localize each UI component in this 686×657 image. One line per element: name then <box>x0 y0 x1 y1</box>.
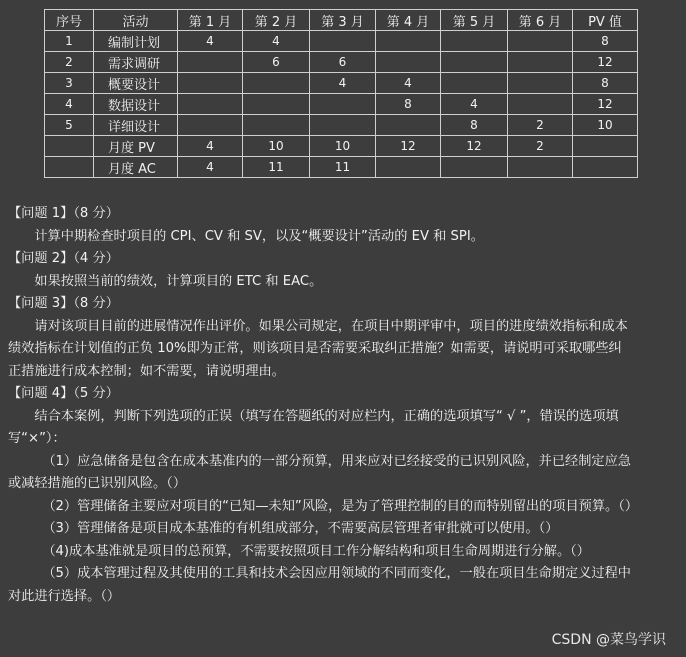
table-cell <box>178 115 243 136</box>
option-2: （2）管理储备主要应对项目的“已知—未知”风险，是为了管理控制的目的而特别留出的项目预算。（） <box>42 498 639 514</box>
table-row <box>45 136 638 157</box>
table-cell: 4 <box>178 157 243 178</box>
table-cell <box>178 94 243 115</box>
table-cell: 10 <box>310 136 376 157</box>
table-cell: 10 <box>243 136 310 157</box>
table-cell <box>376 31 441 52</box>
table-cell <box>508 52 573 73</box>
table-cell <box>310 115 376 136</box>
table-cell: 6 <box>310 52 376 73</box>
header-cell: 第 2 月 <box>243 10 310 31</box>
table-cell: 4 <box>45 94 94 115</box>
table-row <box>45 73 638 94</box>
q4-body: 结合本案例，判断下列选项的正误（填写在答题纸的对应栏内，正确的选项填写“ √ ”，错误的选项填写“×”）： <box>8 408 619 446</box>
table-cell: 4 <box>441 94 508 115</box>
table-cell <box>178 73 243 94</box>
header-cell: PV 值 <box>573 10 638 31</box>
table-cell: 月度 AC <box>94 157 178 178</box>
table-row <box>45 157 638 178</box>
table-cell: 4 <box>178 31 243 52</box>
table-row <box>45 115 638 136</box>
table-cell: 11 <box>243 157 310 178</box>
table-cell <box>178 52 243 73</box>
q3-body: 请对该项目目前的进展情况作出评价。如果公司规定，在项目中期评审中，项目的进度绩效指标和成本绩效指标在计划值的正负 10%即为正常，则该项目是否需要采取纠正措施？如需要，请说明可采取哪些纠正措施进行成本控制；如不需要，请说明理由。 <box>8 318 628 379</box>
table-header-row <box>45 10 638 31</box>
table-cell <box>243 94 310 115</box>
table-cell <box>573 136 638 157</box>
table-cell <box>508 73 573 94</box>
table-cell: 4 <box>376 73 441 94</box>
table-cell <box>45 136 94 157</box>
table-cell <box>376 115 441 136</box>
q3-title: 【问题 3】（8 分） <box>8 296 119 311</box>
table-cell: 概要设计 <box>94 73 178 94</box>
option-3: （3）管理储备是项目成本基准的有机组成部分，不需要高层管理者审批就可以使用。（） <box>42 521 559 536</box>
table-cell: 2 <box>508 115 573 136</box>
table-cell <box>441 31 508 52</box>
table-cell: 2 <box>508 136 573 157</box>
table-cell <box>573 157 638 178</box>
table-cell: 4 <box>243 31 310 52</box>
table-cell: 4 <box>178 136 243 157</box>
option-1: （1）应急储备是包含在成本基准内的一部分预算，用来应对已经接受的已识别风险，并已经制定应急或减轻措施的已识别风险。（） <box>8 453 631 491</box>
table-cell: 月度 PV <box>94 136 178 157</box>
schedule-table <box>44 9 638 178</box>
table-cell: 3 <box>45 73 94 94</box>
option-4: （4)成本基准就是项目的总预算，不需要按照项目工作分解结构和项目生命周期进行分解。（） <box>42 543 590 559</box>
header-cell: 第 5 月 <box>441 10 508 31</box>
table-cell: 12 <box>573 94 638 115</box>
table-cell: 12 <box>441 136 508 157</box>
table-cell <box>376 157 441 178</box>
table-cell <box>441 73 508 94</box>
table-cell <box>508 94 573 115</box>
header-cell: 第 3 月 <box>310 10 376 31</box>
table-cell: 1 <box>45 31 94 52</box>
header-cell: 第 1 月 <box>178 10 243 31</box>
table-cell: 编制计划 <box>94 31 178 52</box>
table-cell <box>45 157 94 178</box>
table-cell: 数据设计 <box>94 94 178 115</box>
option-5: （5）成本管理过程及其使用的工具和技术会因应用领域的不同而变化，一般在项目生命期定义过程中对此进行选择。（） <box>8 566 631 604</box>
q2-title: 【问题 2】（4 分） <box>8 251 119 266</box>
table-cell <box>243 115 310 136</box>
q1-body: 计算中期检查时项目的 CPI、CV 和 SV，以及“概要设计”活动的 EV 和 SPI。 <box>34 228 484 244</box>
header-cell: 第 6 月 <box>508 10 573 31</box>
table-cell <box>441 52 508 73</box>
header-cell: 第 4 月 <box>376 10 441 31</box>
table-body <box>45 31 638 178</box>
question-text <box>8 203 639 608</box>
table-cell: 10 <box>573 115 638 136</box>
table-cell: 需求调研 <box>94 52 178 73</box>
header-cell: 序号 <box>45 10 94 31</box>
q1-title: 【问题 1】（8 分） <box>8 206 119 221</box>
table-cell <box>310 94 376 115</box>
table-row <box>45 52 638 73</box>
table-cell: 11 <box>310 157 376 178</box>
table-cell: 8 <box>376 94 441 115</box>
table-cell <box>508 31 573 52</box>
table-cell: 4 <box>310 73 376 94</box>
table-cell: 6 <box>243 52 310 73</box>
table-cell: 12 <box>376 136 441 157</box>
table-row <box>45 31 638 52</box>
table-cell: 2 <box>45 52 94 73</box>
csdn-watermark: CSDN @菜鸟学识 <box>551 632 666 648</box>
table-cell <box>243 73 310 94</box>
table-cell: 8 <box>573 31 638 52</box>
table-cell: 详细设计 <box>94 115 178 136</box>
table-cell <box>508 157 573 178</box>
q2-body: 如果按照当前的绩效，计算项目的 ETC 和 EAC。 <box>34 273 323 289</box>
table-cell: 8 <box>573 73 638 94</box>
table-cell: 8 <box>441 115 508 136</box>
table-cell: 5 <box>45 115 94 136</box>
header-cell: 活动 <box>94 10 178 31</box>
table-cell <box>376 52 441 73</box>
q4-title: 【问题 4】（5 分） <box>8 386 119 401</box>
table-row <box>45 94 638 115</box>
table-cell: 12 <box>573 52 638 73</box>
table-cell <box>310 31 376 52</box>
table-cell <box>441 157 508 178</box>
